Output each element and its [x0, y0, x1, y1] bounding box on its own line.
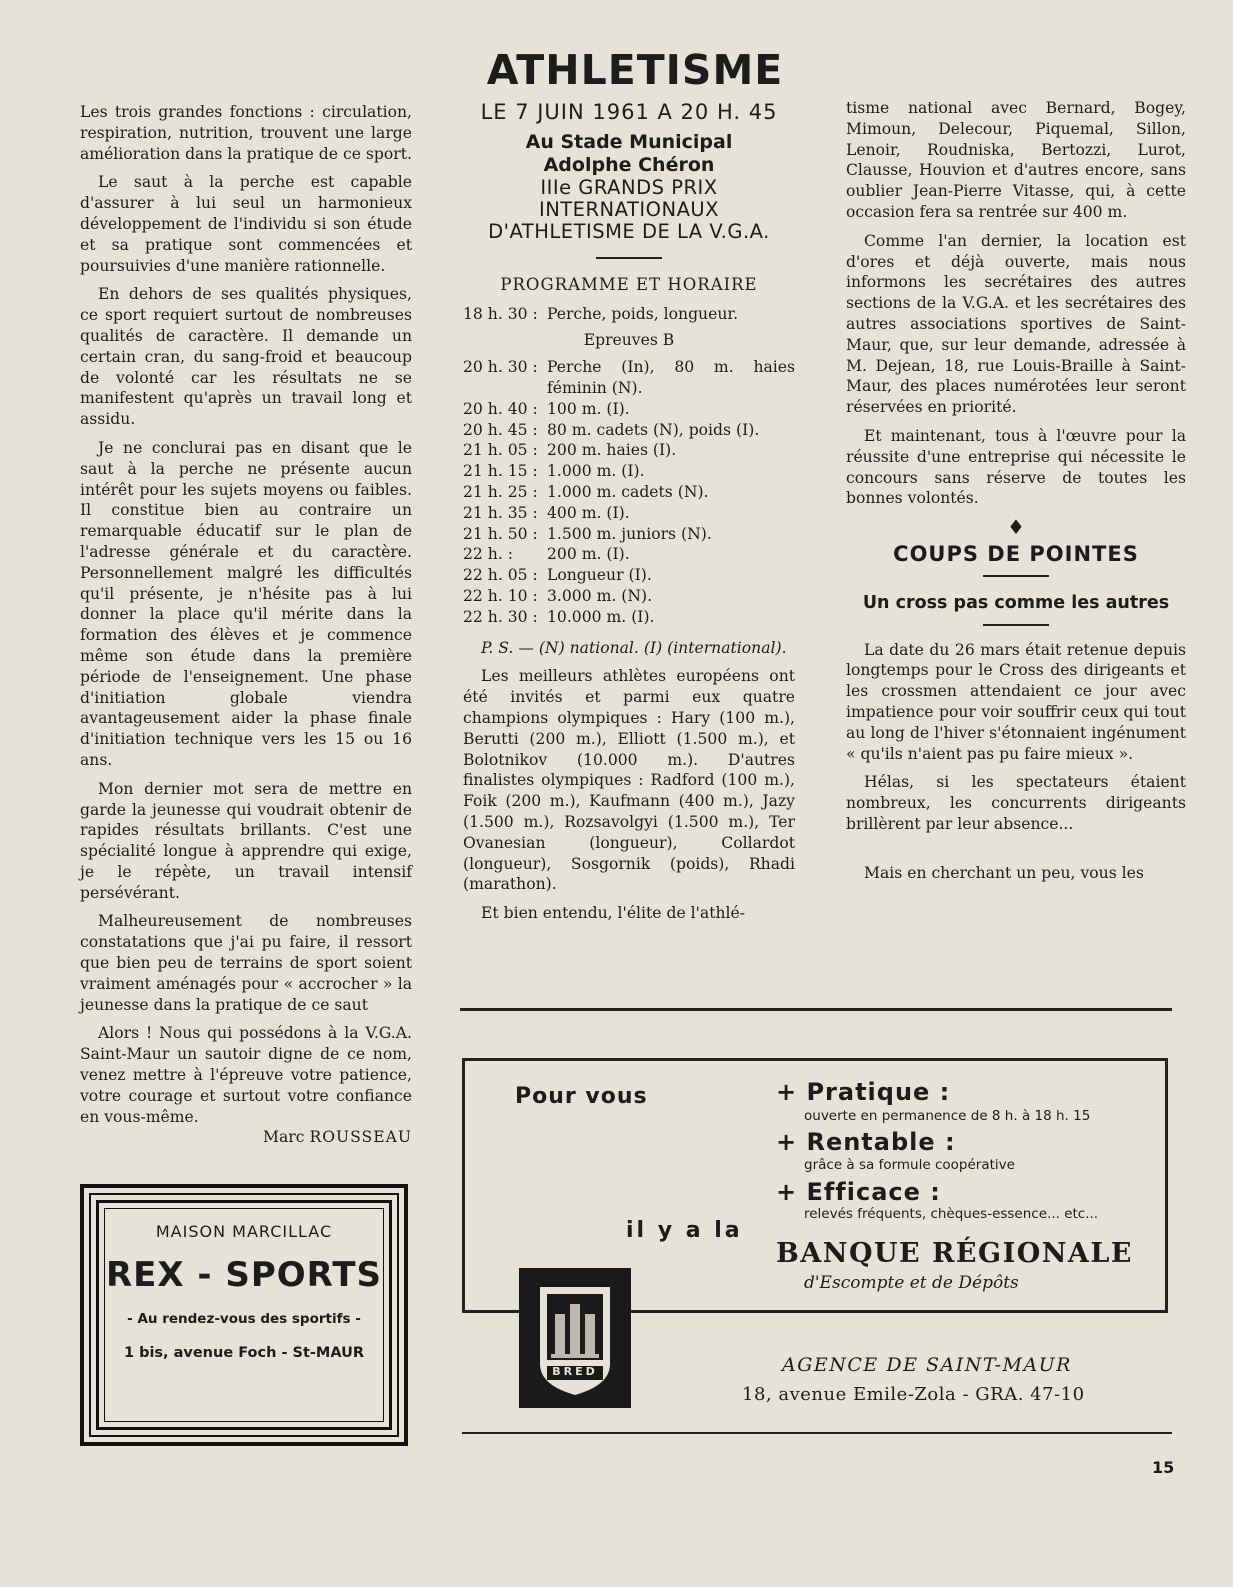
- rex-sports-ad: [80, 1184, 408, 1446]
- schedule-row: [463, 544, 795, 565]
- bred-logo-text: BRED: [552, 1365, 598, 1378]
- item-efficace: + Efficace :: [776, 1178, 941, 1206]
- right-paragraph: Comme l'an dernier, la location est d'ores et déjà ouverte, mais nous informons les secrétaires des autres sections de la V.G.A. et les secrétaires des autres associations sportives de Saint-Maur, que, sur leur demande, adressée à M. Dejean, 18, rue Louis-Braille à Saint-Maur, des places numérotées leur seront réservées en priorité.: [846, 231, 1186, 417]
- schedule-event: Perche, poids, longueur.: [547, 304, 739, 323]
- left-paragraph: Le saut à la perche est capable d'assurer à lui seul un harmonieux développement de l'individu si son étude et sa pratique sont commencées et poursuivies d'une manière rationnelle.: [80, 173, 412, 275]
- rex-ad-line-1: MAISON MARCILLAC: [155, 1222, 333, 1241]
- schedule-row: [463, 399, 795, 420]
- middle-paragraph: Et bien entendu, l'élite de l'athlé-: [481, 904, 746, 923]
- event-line-2: INTERNATIONAUX: [538, 197, 720, 221]
- schedule-time: 22 h. 10 :: [463, 586, 538, 605]
- schedule-event: 1.500 m. juniors (N).: [547, 524, 712, 543]
- right-paragraph: Hélas, si les spectateurs étaient nombreux, les concurrents dirigeants brillèrent par leur absence...: [846, 773, 1186, 833]
- agency-name: AGENCE DE SAINT-MAUR: [782, 1354, 1072, 1376]
- item-pratique: + Pratique :: [776, 1078, 951, 1106]
- schedule-row: [463, 357, 795, 399]
- agency-address: 18, avenue Emile-Zola - GRA. 47-10: [742, 1384, 1085, 1405]
- schedule-time: 21 h. 50 :: [463, 524, 538, 543]
- schedule-row: [463, 482, 795, 503]
- rule-bottom-ad: [462, 1432, 1172, 1434]
- diamond-icon: ♦: [1007, 515, 1025, 540]
- left-paragraph: Alors ! Nous qui possédons à la V.G.A. Saint-Maur un sautoir digne de ce nom, venez mettre à l'épreuve votre patience, votre courage et surtout votre confiance en vous-même.: [80, 1024, 412, 1126]
- schedule-row: [463, 607, 795, 628]
- schedule-time: 20 h. 45 :: [463, 420, 538, 439]
- schedule-time: 20 h. 40 :: [463, 399, 538, 418]
- schedule-event: 1.000 m. (I).: [547, 462, 645, 481]
- schedule-event: 200 m. (I).: [547, 545, 630, 564]
- schedule-time: 21 h. 15 :: [463, 462, 538, 481]
- schedule-event: 100 m. (I).: [547, 399, 630, 418]
- signature: [80, 1127, 412, 1148]
- schedule-event: 80 m. cadets (N), poids (I).: [547, 420, 760, 439]
- page-title: ATHLETISME: [486, 46, 784, 94]
- event-line-1: IIIe GRANDS PRIX: [540, 175, 718, 199]
- venue-line-2: Adolphe Chéron: [543, 153, 715, 176]
- right-paragraph: La date du 26 mars était retenue depuis longtemps pour le Cross des dirigeants et les crossmen attendaient ce jour avec impatience pour voir souffrir ceux qui tout au long de l'hiver s'étonnaient ingénument « qu'ils n'aient pas pu faire mieux ».: [846, 640, 1186, 763]
- bank-subtitle: d'Escompte et de Dépôts: [804, 1273, 1019, 1293]
- ps-note: P. S. — (N) national. (I) (international).: [481, 638, 787, 657]
- bred-shield-icon: [519, 1268, 631, 1408]
- schedule-b: [463, 357, 795, 627]
- item-rentable: + Rentable :: [776, 1128, 956, 1156]
- schedule-time: 22 h. 30 :: [463, 607, 538, 626]
- right-paragraph: Mais en cherchant un peu, vous les: [864, 863, 1144, 882]
- event-header: [463, 102, 795, 243]
- divider: [983, 575, 1049, 577]
- schedule-event: Longueur (I).: [547, 566, 652, 585]
- signature-last: ROUSSEAU: [309, 1128, 412, 1147]
- schedule-time: 22 h. :: [463, 545, 514, 564]
- il-y-a-la: il y a la: [626, 1218, 743, 1243]
- event-line-3: D'ATHLETISME DE LA V.G.A.: [488, 219, 770, 243]
- schedule-event: 10.000 m. (I).: [547, 607, 655, 626]
- venue-line-1: Au Stade Municipal: [525, 130, 733, 153]
- section-subtitle: Un cross pas comme les autres: [862, 592, 1170, 613]
- middle-paragraph: Les meilleurs athlètes européens ont été invités et parmi eux quatre champions olympiques : Hary (100 m.), Berutti (200 m.), Elliott (1.500 m.), et Bolotnikov (10.000 m.). D'autres finalistes olympiques : Radford (100 m.), Foik (200 m.), Kaufmann (400 m.), Jazy (1.500 m.), Rozsavolgyi (1.500 m.), Ter Ovanesian (longueur), Collardot (longueur), Sosgornik (poids), Rhadi (marathon).: [463, 667, 795, 894]
- schedule-event: 3.000 m. (N).: [547, 586, 653, 605]
- page-number: 15: [1152, 1458, 1175, 1477]
- schedule-row: [463, 503, 795, 524]
- epreuves-b-heading: Epreuves B: [583, 331, 675, 350]
- schedule-event: 1.000 m. cadets (N).: [547, 482, 709, 501]
- left-paragraph: Mon dernier mot sera de mettre en garde la jeunesse qui voudrait obtenir de rapides résultats brillants. C'est une spécialité longue à apprendre qui exige, je le répète, un travail intensif persévérant.: [80, 779, 412, 902]
- right-paragraph: tisme national avec Bernard, Bogey, Mimoun, Delecour, Piquemal, Sillon, Lenoir, Roudniska, Bertozzi, Lurot, Clausse, Houvion et d'autres encore, sans oublier Jean-Pierre Vitasse, qui, à cette occasion fera sa rentrée sur 400 m.: [846, 99, 1186, 221]
- pour-vous: Pour vous: [515, 1084, 648, 1109]
- schedule-a: [463, 304, 795, 325]
- item-efficace-desc: relevés fréquents, chèques-essence... etc...: [804, 1206, 1099, 1222]
- schedule-row: [463, 440, 795, 461]
- rex-ad-slogan: - Au rendez-vous des sportifs -: [127, 1311, 361, 1327]
- schedule-row: [463, 565, 795, 586]
- middle-column: [463, 102, 795, 932]
- divider: [596, 257, 662, 259]
- section-title: COUPS DE POINTES: [893, 541, 1139, 566]
- schedule-time: 21 h. 35 :: [463, 503, 538, 522]
- left-column: [80, 102, 412, 1148]
- rex-ad-brand: REX - SPORTS: [105, 1255, 383, 1295]
- schedule-time: 21 h. 05 :: [463, 441, 538, 460]
- signature-first: Marc: [263, 1128, 305, 1147]
- divider: [983, 624, 1049, 626]
- schedule-time: 22 h. 05 :: [463, 566, 538, 585]
- left-paragraph: En dehors de ses qualités physiques, ce sport requiert surtout de nombreuses qualités de caractère. Il demande un certain cran, du sang-froid et beaucoup de volonté car les résultats ne se manifestent qu'après un travail long et assidu.: [80, 285, 412, 429]
- right-column: [846, 98, 1186, 892]
- schedule-time: 21 h. 25 :: [463, 482, 538, 501]
- schedule-row: [463, 420, 795, 441]
- schedule-time: 20 h. 30 :: [463, 358, 538, 377]
- bred-logo: [519, 1268, 631, 1408]
- left-paragraph: Je ne conclurai pas en disant que le saut à la perche ne présente aucun intérêt pour les sujets moyens ou faibles. Il constitue bien au contraire un remarquable éducatif sur le plan de l'adresse générale et du caractère. Personnellement malgré les difficultés qu'il présente, je n'hésite pas à lui donner la place qu'il mérite dans la formation des élèves et je commence même son étude dans la première période de l'enseignement. Une phase d'initiation globale viendra avantageusement aider la phase finale d'initiation technique vers les 15 ou 16 ans.: [80, 438, 412, 769]
- left-paragraph: Malheureusement de nombreuses constatations que j'ai pu faire, il ressort que bien peu de terrains de sport soient vraiment aménagés pour « accrocher » la jeunesse dans la pratique de ce saut: [80, 912, 412, 1014]
- schedule-event: 200 m. haies (I).: [547, 441, 677, 460]
- schedule-row: [463, 586, 795, 607]
- item-pratique-desc: ouverte en permanence de 8 h. à 18 h. 15: [804, 1108, 1091, 1124]
- event-date: LE 7 JUIN 1961 A 20 H. 45: [480, 100, 778, 124]
- item-rentable-desc: grâce à sa formule coopérative: [804, 1157, 1015, 1173]
- schedule-event: 400 m. (I).: [547, 503, 630, 522]
- rex-ad-content: [104, 1222, 384, 1361]
- schedule-row: [463, 524, 795, 545]
- right-paragraph: Et maintenant, tous à l'œuvre pour la réussite d'une entreprise qui nécessite le concours sans réserve de toutes les bonnes volontés.: [846, 426, 1186, 508]
- schedule-row: [463, 461, 795, 482]
- schedule-event: Perche (In), 80 m. haies féminin (N).: [547, 358, 795, 397]
- schedule-row: [463, 304, 795, 325]
- schedule-time: 18 h. 30 :: [463, 304, 538, 323]
- rule-top-ad: [460, 1008, 1172, 1011]
- bank-name: BANQUE RÉGIONALE: [776, 1238, 1133, 1269]
- program-heading: PROGRAMME ET HORAIRE: [500, 274, 758, 294]
- left-paragraph: Les trois grandes fonctions : circulation, respiration, nutrition, trouvent une large amélioration dans la pratique de ce sport.: [80, 103, 412, 163]
- rex-ad-address: 1 bis, avenue Foch - St-MAUR: [123, 1345, 365, 1361]
